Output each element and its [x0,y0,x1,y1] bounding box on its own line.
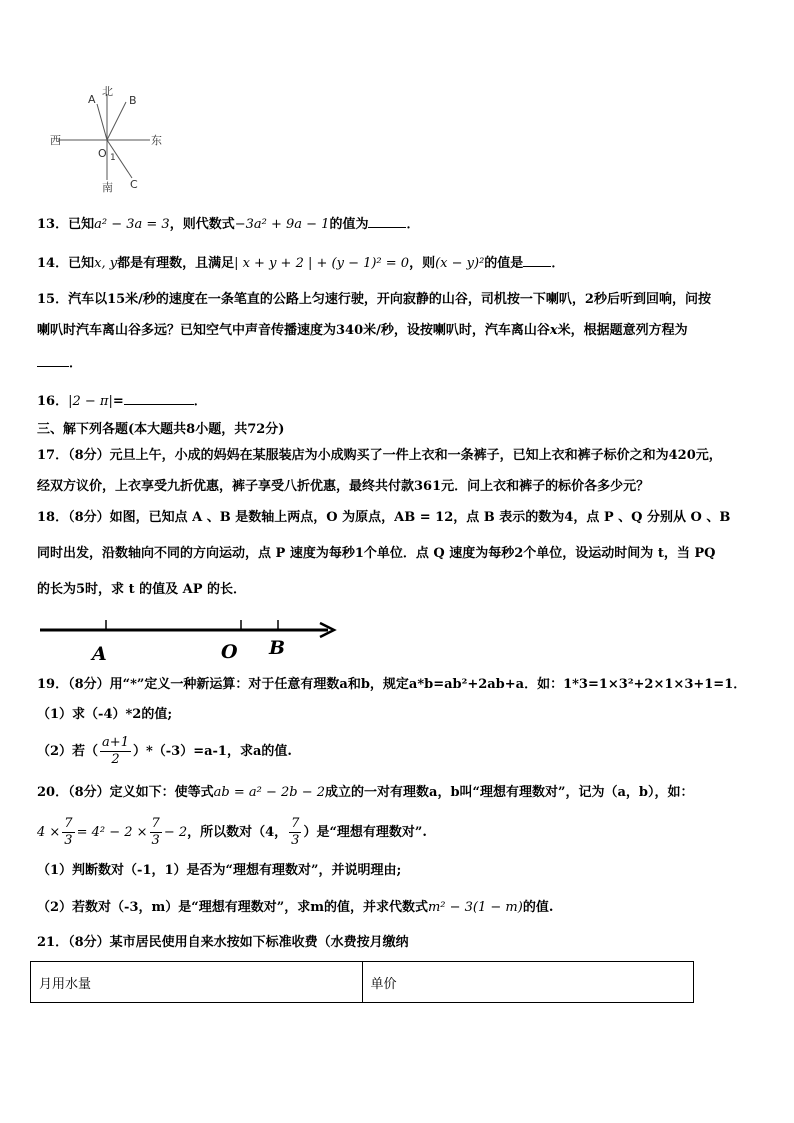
q15-var: x [549,323,558,338]
q13-text: 已知 [68,217,95,232]
q20-p2-pre: （2）若数对（-3，m）是“理想有理数对”，求m的值，并求代数式 [37,900,428,915]
q20-ex-frac2 [150,816,162,849]
header-monthly-usage: 月用水量 [31,962,363,1003]
q20-p2-expression: m² − 3(1 − m) [427,900,523,915]
q18-number: 18． [37,510,69,525]
q13-text-mid: ，则代数式 [169,217,235,232]
q16-answer-blank [124,391,194,405]
q19-number: 19． [37,677,69,692]
q13-text-post: 的值为 [329,217,369,232]
q14-condition: | x + y + 2 | + (y − 1)² = 0 [234,256,410,271]
question-15-line1 [37,291,711,309]
q20-ex-frac1-den: 3 [64,833,73,848]
q14-number: 14． [37,256,69,271]
question-20-example [37,814,427,852]
label-B: B [129,94,137,107]
number-line-diagram [38,612,348,664]
q20-p2-post: 的值. [522,900,554,915]
q20-ex-frac1-num: 7 [64,816,73,831]
label-angle1: 1 [110,153,116,163]
q20-line1-post: 成立的一对有理数a，b叫“理想有理数对”，记为（a，b），如： [325,785,694,800]
label-west: 西 [50,134,61,147]
q20-score: （8分） [68,785,110,800]
q14-end: ． [551,256,565,271]
q16-end: ． [193,394,207,409]
question-17-line2: 经双方议价，上衣享受九折优惠，裤子享受八折优惠，最终共付款361元．问上衣和裤子的标价各多少元？ [37,479,650,494]
question-13 [37,214,419,234]
question-15-line2 [37,322,688,340]
q17-score: （8分） [68,448,110,463]
ray-OA [97,104,107,140]
q18-score: （8分） [68,510,110,525]
label-A: A [88,93,96,106]
q15-end: ． [69,356,83,371]
q16-expression: |2 − π| [68,394,113,409]
q20-ex-frac2-num: 7 [151,816,160,831]
q20-ex-end: − 2 [163,825,188,840]
q20-definition-equation: ab = a² − 2b − 2 [213,785,326,800]
question-18-line3: 的长为5时，求 t 的值及 AP 的长． [37,582,247,597]
axis-label-A: A [92,643,107,664]
q14-text: 已知 [68,256,95,271]
q15-line1: 汽车以15米/秒的速度在一条笔直的公路上匀速行驶，开向寂静的山谷，司机按一下喇叭，2秒后听到回响，问按 [68,292,711,307]
q15-answer-blank [37,353,69,367]
q19-p2-pre: （2）若（ [37,744,99,759]
question-18-line1 [37,509,730,527]
q20-line1-pre: 定义如下：使等式 [109,785,214,800]
q18-line1: 如图，已知点 A 、B 是数轴上两点，O 为原点，AB = 12，点 B 表示的数为4，点 P 、Q 分别从 O 、B [109,510,731,525]
label-north: 北 [102,85,113,98]
q15-line2a: 喇叭时汽车离山谷多远？已知空气中声音传播速度为340米/秒，设按喇叭时，汽车离山谷 [37,323,550,338]
q14-answer-blank [523,253,551,267]
question-16 [37,391,207,411]
label-C: C [130,178,138,191]
q14-text-mid2: ，则 [409,256,436,271]
ray-OB [107,102,126,140]
q19-line1: 用“*”定义一种新运算：对于任意有理数a和b，规定a*b=ab²+2ab+a．如：1*3=1×3²+2×1×3+1=1． [109,677,747,692]
q13-end: ． [406,217,420,232]
label-east: 东 [151,134,162,147]
q21-number: 21． [37,935,69,950]
q15-number: 15． [37,292,69,307]
q20-ex-post2: ）是“理想有理数对”. [303,825,427,840]
label-O: O [98,147,107,160]
q19-p2-post: ）*（-3）=a-1，求a的值. [132,744,292,759]
section-3-heading: 三、解下列各题(本大题共8小题，共72分) [37,422,285,437]
q14-text-post: 的值是 [484,256,524,271]
q21-score: （8分） [68,935,110,950]
question-20-part1: （1）判断数对（-1，1）是否为“理想有理数对”，并说明理由; [37,863,402,878]
q20-ex-post1: ，所以数对（4， [187,825,288,840]
q16-number: 16． [37,394,69,409]
question-21-line1 [37,934,409,952]
question-14 [37,253,564,273]
question-19-part2 [37,734,292,770]
q13-condition: a² − 3a = 3 [94,217,170,232]
water-fee-table [30,961,694,1003]
question-15-line3 [37,353,82,373]
question-18-line2: 同时出发，沿数轴向不同的方向运动，点 P 速度为每秒1个单位．点 Q 速度为每秒2个单位，设运动时间为 t，当 PQ [37,546,716,561]
q20-number: 20． [37,785,69,800]
question-19-line1 [37,676,746,694]
q17-line1: 元旦上午，小成的妈妈在某服装店为小成购买了一件上衣和一条裤子，已知上衣和裤子标价之和为420元， [109,448,722,463]
label-south: 南 [102,181,113,194]
q14-text-mid: 都是有理数，且满足 [117,256,235,271]
q21-line1: 某市居民使用自来水按如下标准收费（水费按月缴纳 [109,935,409,950]
q20-ex-left: 4 × [37,825,61,840]
q16-equals: = [112,394,124,409]
q20-ex-frac2-den: 3 [151,833,160,848]
q14-vars: x, y [94,256,118,271]
q20-ex-frac1 [62,816,74,849]
axis-label-O: O [221,641,238,663]
q19-frac-num: a+1 [102,735,129,750]
q15-line2b: 米，根据题意列方程为 [557,323,688,338]
q20-ex-frac3-den: 3 [291,833,300,848]
q17-number: 17． [37,448,69,463]
question-20-line1 [37,784,694,802]
question-20-part2 [37,899,553,917]
q20-ex-frac3 [289,816,301,849]
header-unit-price: 单价 [362,962,694,1003]
q19-fraction [100,735,131,768]
compass-diagram [50,84,170,194]
q20-ex-frac3-num: 7 [291,816,300,831]
question-17-line1 [37,447,722,465]
question-19-part1: （1）求（-4）*2的值; [37,707,173,722]
q13-answer-blank [368,214,406,228]
axis-label-B: B [269,637,286,659]
q13-number: 13． [37,217,69,232]
q20-ex-mid: = 4² − 2 × [76,825,148,840]
q19-frac-den: 2 [111,752,120,767]
q19-score: （8分） [68,677,110,692]
table-row [31,962,694,1003]
q13-expression: −3a² + 9a − 1 [234,217,330,232]
q14-expression: (x − y)² [435,256,485,271]
